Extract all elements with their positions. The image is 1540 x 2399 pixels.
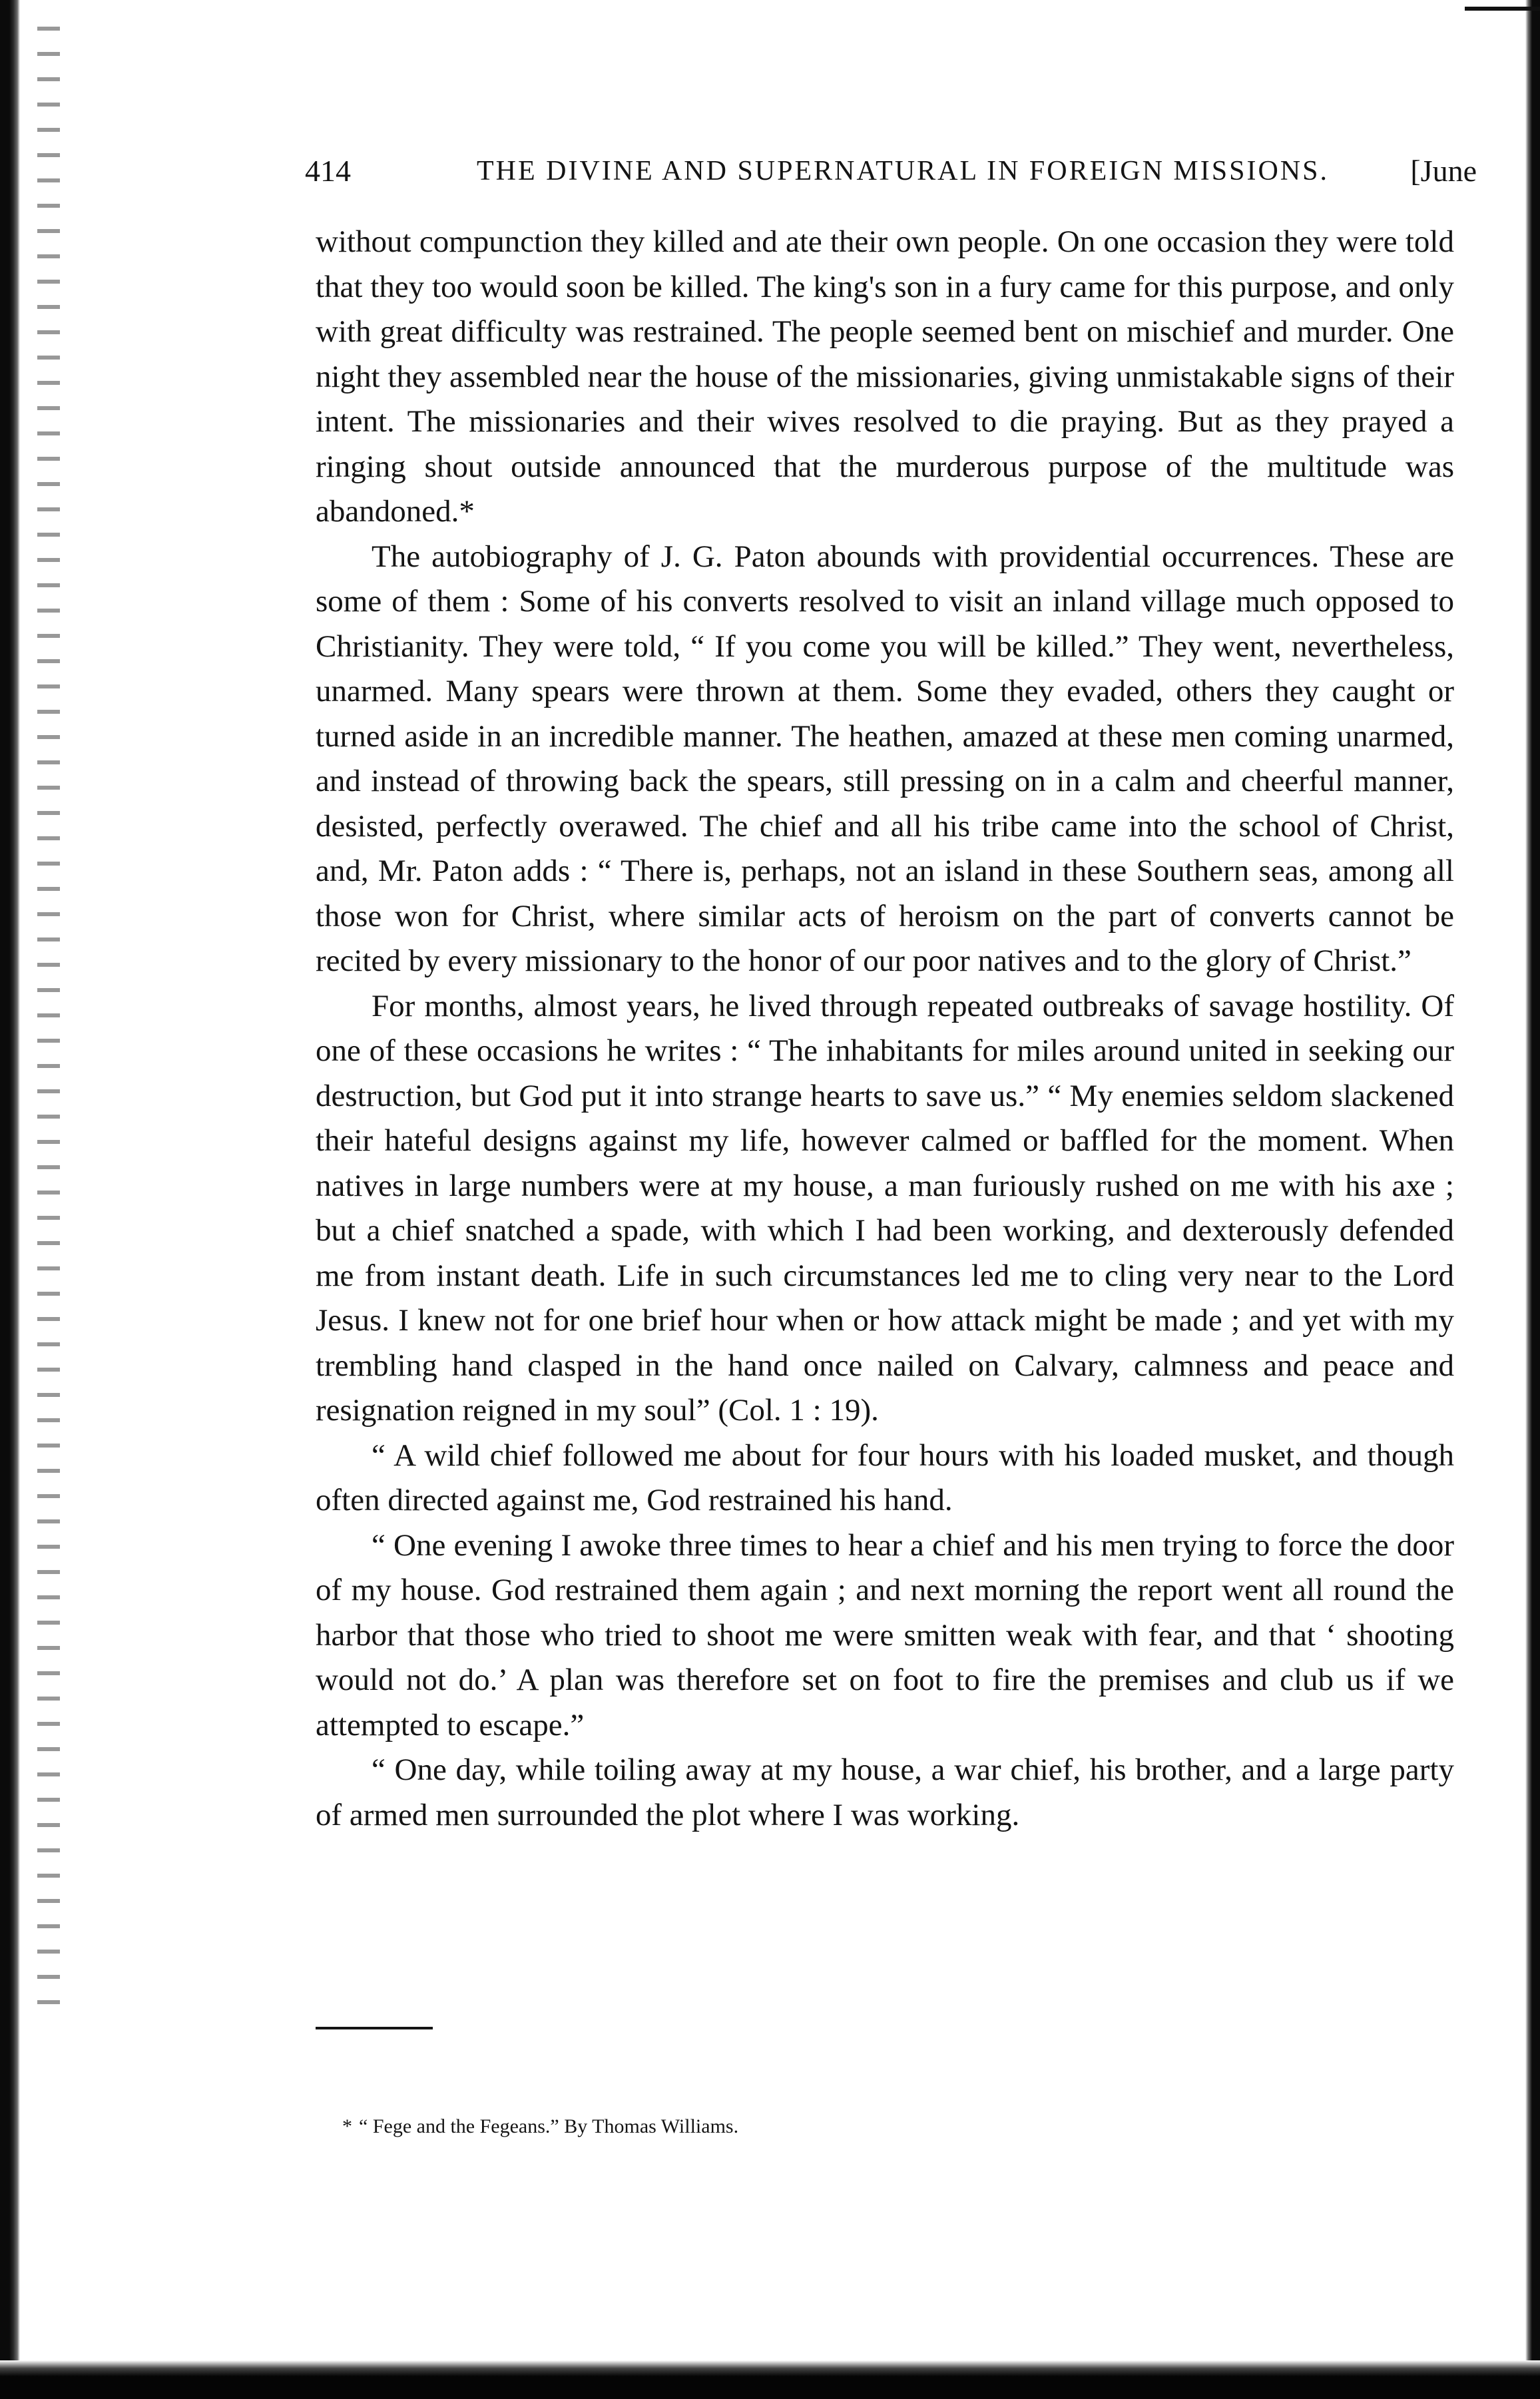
footnote-mark: * xyxy=(342,2115,352,2137)
footnote xyxy=(316,2112,1381,2141)
scan-bottom-edge xyxy=(0,2360,1540,2399)
page-number: 414 xyxy=(305,154,351,188)
scan-margin-specks xyxy=(37,27,60,2024)
body-text xyxy=(316,220,1454,1838)
footnote-text: “ Fege and the Fegeans.” By Thomas Williams. xyxy=(359,2115,739,2137)
running-title: THE DIVINE AND SUPERNATURAL IN FOREIGN MISSIONS. xyxy=(477,156,1329,186)
paragraph-continued: without compunction they killed and ate their own people. On one occasion they were told that they too would soon be killed. The king's son in a fury came for this purpose, and only with great difficulty was restrained. The people seemed bent on mischief and murder. One night they assembled near the house of the missionaries, giving unmistakable signs of their intent. The missionaries and their wives resolved to die praying. But as they prayed a ringing shout outside announced that the murderous purpose of the multitude was abandoned.* xyxy=(316,224,1454,529)
scan-top-rule xyxy=(1465,7,1540,11)
paragraph-one-day: “ One day, while toiling away at my house, a war chief, his brother, and a large party of armed men surrounded the plot where I was working. xyxy=(316,1752,1454,1832)
paragraph-one-evening: “ One evening I awoke three times to hear a chief and his men trying to force the door of my house. God restrained them again ; and next morning the report went all round the harbor that those who tried to shoot me were smitten weak with fear, and that ‘ shooting would not do.’ A plan was therefore set on foot to fire the premises and club us if we attempted to escape.” xyxy=(316,1527,1454,1742)
paragraph-savage-hostility: For months, almost years, he lived through repeated outbreaks of savage hostility. Of one of these occasions he writes : “ The inhabitants for miles around united in seeking our destruction, but God put it into strange hearts to save us.” “ My enemies seldom slackened their hateful designs against my life, however calmed or baffled for the moment. When natives in large numbers were at my house, a man furiously rushed on me with his axe ; but a chief snatched a spade, with which I had been working, and dexterously defended me from instant death. Life in such circumstances led me to cling very near to the Lord Jesus. I knew not for one brief hour when or how attack might be made ; and yet with my trembling hand clasped in the hand once nailed on Calvary, calmness and peace and resignation reigned in my soul” (Col. 1 : 19). xyxy=(316,988,1454,1428)
scan-binding-shadow xyxy=(0,0,20,2399)
running-head xyxy=(305,148,1477,194)
footnote-rule xyxy=(316,2027,433,2029)
running-month: [June xyxy=(1410,154,1477,188)
paragraph-wild-chief: “ A wild chief followed me about for four hours with his loaded musket, and though often directed against me, God restrained his hand. xyxy=(316,1438,1454,1517)
scan-right-edge xyxy=(1525,0,1540,2399)
paragraph-paton-autobiography: The autobiography of J. G. Paton abounds with providential occurrences. These are some of them : Some of his converts resolved to visit an inland village much opposed to Christianity. They were told, “ If you come you will be killed.” They went, nevertheless, unarmed. Many spears were thrown at them. Some they evaded, others they caught or turned aside in an incredible manner. The heathen, amazed at these men coming unarmed, and instead of throwing back the spears, still pressing on in a calm and cheerful manner, desisted, perfectly overawed. The chief and all his tribe came into the school of Christ, and, Mr. Paton adds : “ There is, perhaps, not an island in these Southern seas, among all those won for Christ, where similar acts of heroism on the part of converts cannot be recited by every missionary to the honor of our poor natives and to the glory of Christ.” xyxy=(316,539,1454,978)
